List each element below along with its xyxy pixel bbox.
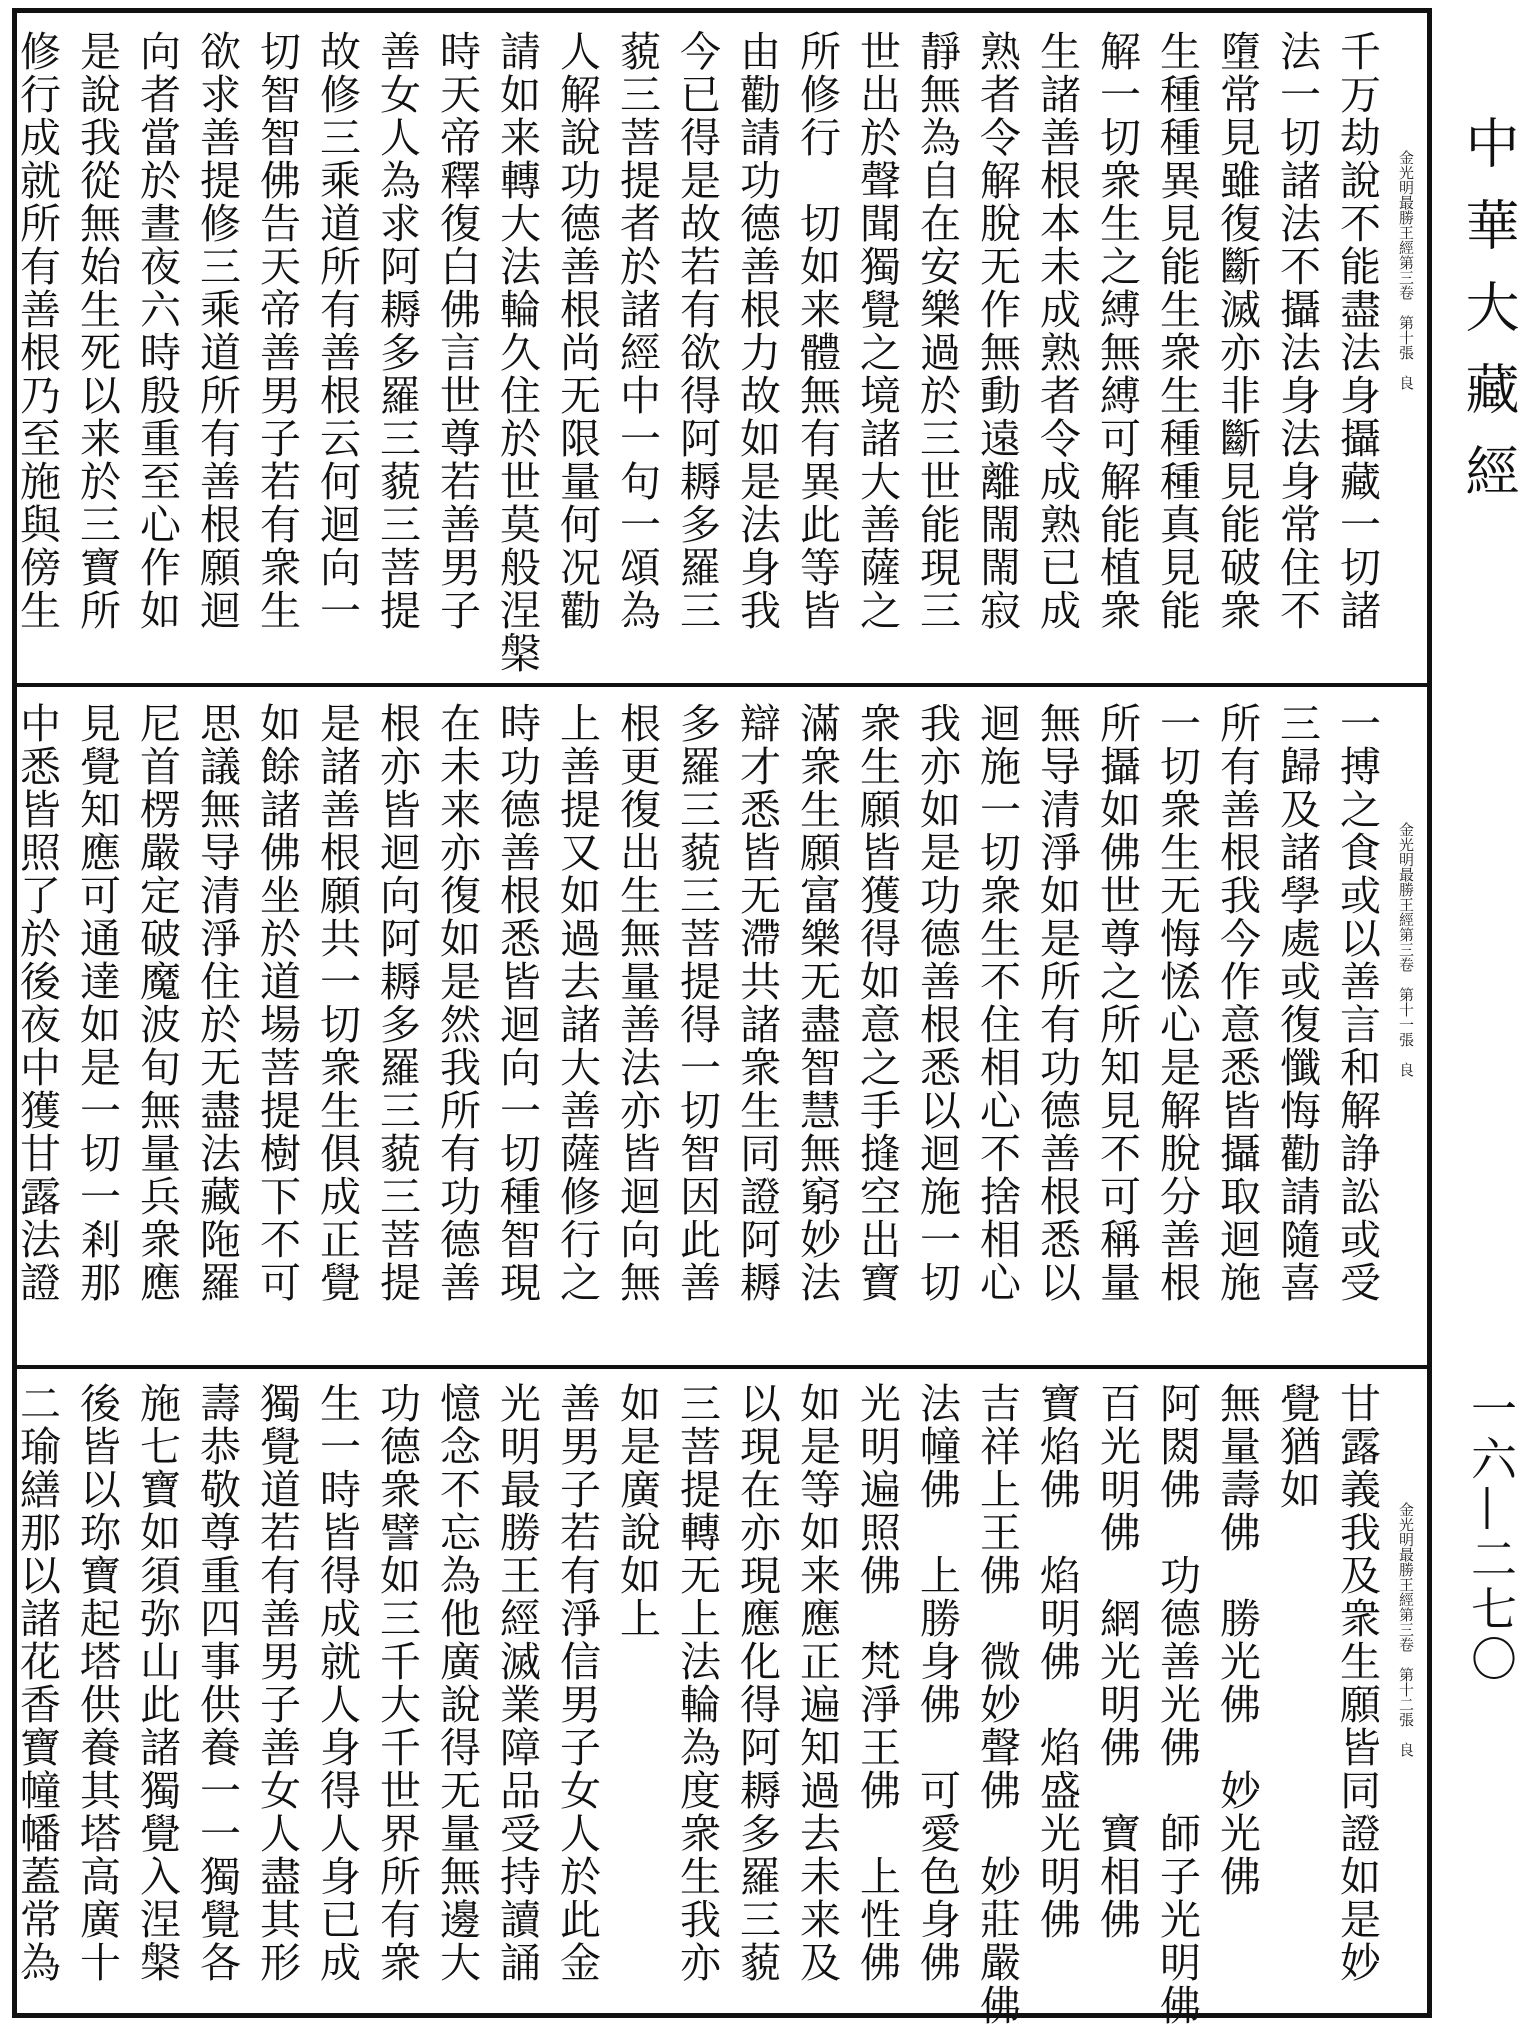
text-panel-lower [13,1382,1415,2027]
text-column: 如是廣說如上 [613,1382,661,1640]
text-column: 如是等如来應正遍知過去未来及 [793,1382,841,1984]
panel-divider-bottom [12,1365,1432,1369]
text-column: 藐三菩提者於諸經中一句一頌為 [613,30,661,632]
text-column: 由勸請功德善根力故如是法身我 [733,30,781,632]
text-column: 人解說功德善根尚无限量何况勸 [553,30,601,632]
text-column: 辯才悉皆无滯共諸衆生同證阿耨 [733,702,781,1304]
folio-marker: 金光明最勝王經第三卷 第十二張 良 [1397,1502,1415,1757]
text-column: 獨覺道若有善男子善女人盡其形 [253,1382,301,1984]
text-column: 墮常見雖復斷滅亦非斷見能破衆 [1213,30,1261,632]
text-columns [14,702,1380,1347]
text-columns [13,1382,1381,2027]
text-column: 寶焰佛 焰明佛 焰盛光明佛 [1033,1382,1081,1941]
text-column: 欲求善提修三乘道所有善根願迴 [193,30,241,632]
text-column: 阿閦佛 功德善光佛 師子光明佛 [1153,1382,1201,2027]
text-column: 光明遍照佛 梵淨王佛 上性佛 [853,1382,901,1984]
text-column: 時天帝釋復白佛言世尊若善男子 [433,30,481,632]
text-column: 熟者令解脫无作無動遠離閙閙寂 [973,30,1021,632]
text-column: 生一時皆得成就人身得人身已成 [313,1382,361,1984]
text-panel-upper [13,30,1415,675]
text-column: 所修行 切如来體無有異此等皆 [793,30,841,632]
text-columns [13,30,1381,675]
text-column: 無导清淨如是所有功德善根悉以 [1033,702,1081,1304]
text-column: 是諸善根願共一切衆生俱成正覺 [313,702,361,1304]
folio-marker: 金光明最勝王經第三卷 第十一張 良 [1397,822,1415,1077]
text-column: 向者當於晝夜六時殷重至心作如 [133,30,181,632]
text-column: 中悉皆照了於後夜中獲甘露法證 [13,702,61,1304]
text-column: 是說我從無始生死以来於三寶所 [73,30,121,632]
text-column: 切智智佛告天帝善男子若有衆生 [253,30,301,632]
text-column: 修行成就所有善根乃至施與傍生 [13,30,61,632]
text-column: 多羅三藐三菩提得一切智因此善 [673,702,721,1304]
text-column: 尼首楞嚴定破魔波旬無量兵衆應 [133,702,181,1304]
text-panel-middle [13,702,1415,1347]
text-column: 故修三乘道所有善根云何迴向一 [313,30,361,632]
text-column: 解一切衆生之縛無縛可解能植衆 [1093,30,1141,632]
text-column: 生種種異見能生衆生種種真見能 [1153,30,1201,632]
text-column: 覺猶如 [1273,1382,1321,1511]
text-column: 請如来轉大法輪久住於世莫般涅槃 [493,30,541,675]
text-column: 光明最勝王經滅業障品受持讀誦 [493,1382,541,1984]
text-column: 以現在亦現應化得阿耨多羅三藐 [733,1382,781,1984]
text-column: 二瑜繕那以諸花香寶幢幡蓋常為 [13,1382,61,1984]
text-column: 迴施一切衆生不住相心不捨相心 [973,702,1021,1304]
text-column: 法幢佛 上勝身佛 可愛色身佛 [913,1382,961,1984]
panel-divider-top [12,683,1432,687]
text-column: 生諸善根本未成熟者令成熟已成 [1033,30,1081,632]
text-column: 在未来亦復如是然我所有功德善 [433,702,481,1304]
text-column: 三歸及諸學處或復懺悔勸請隨喜 [1273,702,1321,1304]
text-column: 如餘諸佛坐於道場菩提樹下不可 [253,702,301,1304]
text-column: 一切衆生无悔恡心是解脫分善根 [1153,702,1201,1304]
text-column: 時功德善根悉皆迴向一切種智現 [493,702,541,1304]
text-column: 法一切諸法不攝法身法身常住不 [1273,30,1321,632]
text-column: 衆生願皆獲得如意之手摓空出寶 [853,702,901,1304]
text-column: 滿衆生願富樂无盡智慧無窮妙法 [793,702,841,1304]
text-column: 吉祥上王佛 微妙聲佛 妙莊嚴佛 [973,1382,1021,2027]
text-column: 甘露義我及衆生願皆同證如是妙 [1333,1382,1381,1984]
text-column: 根更復出生無量善法亦皆迴向無 [613,702,661,1304]
text-column: 今已得是故若有欲得阿耨多羅三 [673,30,721,632]
text-column: 一搏之食或以善言和解諍訟或受 [1333,702,1381,1304]
text-column: 壽恭敬尊重四事供養一一獨覺各 [193,1382,241,1984]
text-column: 所有善根我今作意悉皆攝取迴施 [1213,702,1261,1304]
text-column: 百光明佛 網光明佛 寶相佛 [1093,1382,1141,1941]
text-column: 根亦皆迴向阿耨多羅三藐三菩提 [373,702,421,1304]
text-column: 所攝如佛世尊之所知見不可稱量 [1093,702,1141,1304]
collection-title: 中華大藏經 [1457,115,1520,525]
text-column: 見覺知應可通達如是一切一剎那 [73,702,121,1304]
text-column: 後皆以珎寶起塔供養其塔高廣十 [73,1382,121,1984]
text-column: 上善提又如過去諸大善薩修行之 [553,702,601,1304]
text-column: 功德衆譬如三千大千世界所有衆 [373,1382,421,1984]
text-column: 善男子若有淨信男子女人於此金 [553,1382,601,1984]
text-column: 千万劫說不能盡法身攝藏一切諸 [1333,30,1381,632]
text-column: 世出於聲聞獨覺之境諸大善薩之 [853,30,901,632]
page-number: 一六—二七〇 [1464,1385,1518,1685]
text-column: 善女人為求阿耨多羅三藐三菩提 [373,30,421,632]
text-column: 靜無為自在安樂過於三世能現三 [913,30,961,632]
folio-marker: 金光明最勝王經第三卷 第十張 良 [1397,150,1415,390]
text-column: 無量壽佛 勝光佛 妙光佛 [1213,1382,1261,1898]
text-column: 施七寶如須弥山此諸獨覺入涅槃 [133,1382,181,1984]
text-column: 我亦如是功德善根悉以迴施一切 [913,702,961,1304]
text-column: 思議無导清淨住於无盡法藏陁羅 [193,702,241,1304]
text-column: 憶念不忘為他廣說得无量無邊大 [433,1382,481,1984]
text-column: 三菩提轉无上法輪為度衆生我亦 [673,1382,721,1984]
